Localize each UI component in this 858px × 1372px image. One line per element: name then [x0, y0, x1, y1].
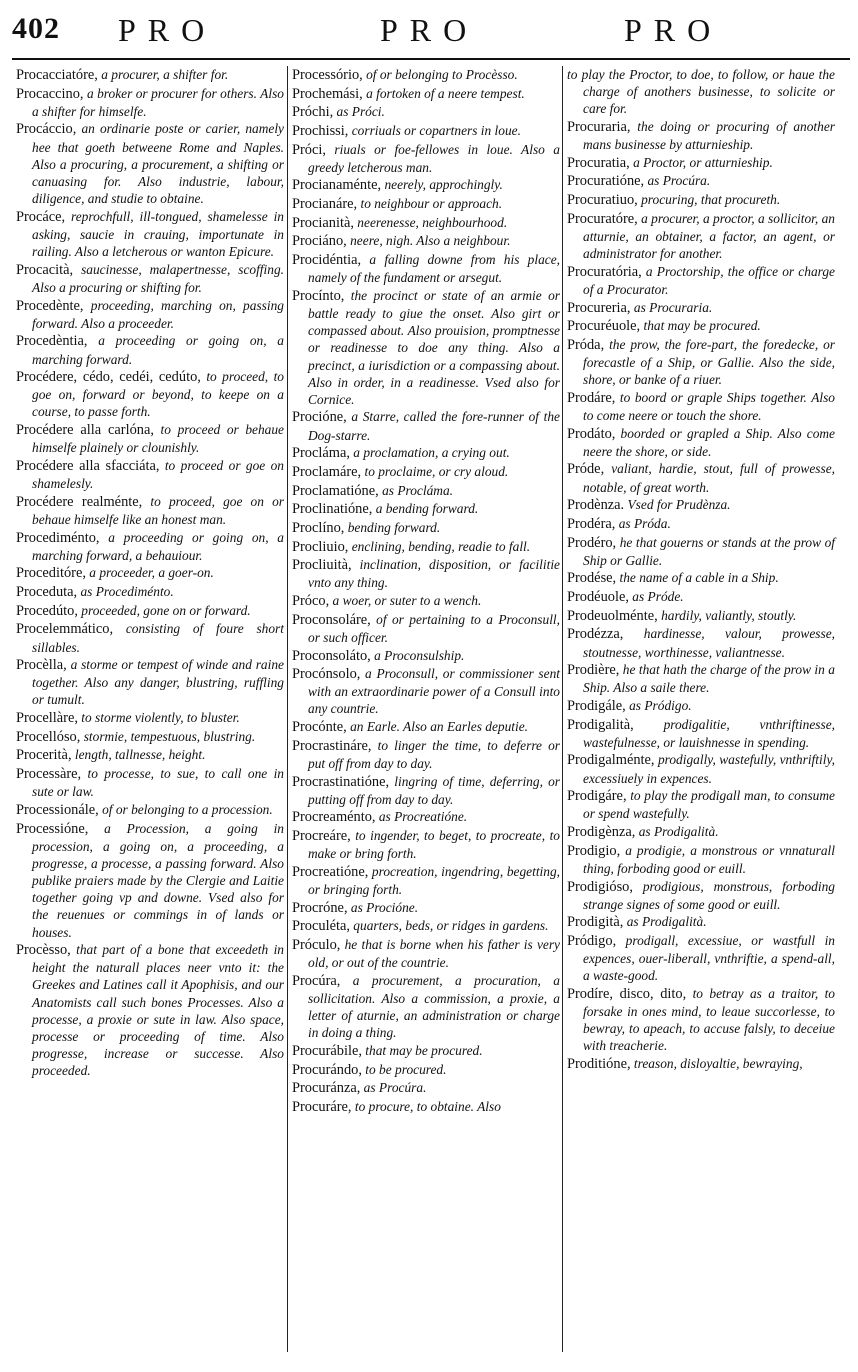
dictionary-entry: [567, 823, 835, 841]
entry-definition: inclination, disposition, or facilitie vnto any thing.: [308, 557, 560, 591]
entry-definition: a proceeding or going on, a marching forward.: [32, 333, 284, 367]
entry-definition: to processe, to sue, to call one in sute or law.: [32, 766, 284, 800]
dictionary-entry: [567, 210, 835, 262]
entry-definition: a prodigie, a monstrous or vnnaturall thing, forboding good or euill.: [583, 842, 835, 876]
dictionary-entry: [292, 1098, 560, 1116]
dictionary-entry: [292, 251, 560, 286]
entry-definition: prodigall, excessiue, or wastfull in expences, ouer-liberall, vnthriftie, a spend-all, a waste-good.: [583, 933, 835, 984]
entry-headword: Proceditóre,: [16, 565, 86, 582]
entry-headword: Procédere realménte,: [16, 493, 143, 510]
dictionary-entry: [567, 534, 835, 569]
entry-definition: as Próda.: [615, 515, 671, 531]
entry-headword: Próchi,: [292, 104, 334, 121]
entry-headword: Procediménto,: [16, 529, 100, 546]
entry-headword: Procuránza,: [292, 1080, 361, 1097]
dictionary-entry: [567, 751, 835, 786]
dictionary-entry: [292, 917, 560, 935]
entry-headword: Procrastináre,: [292, 737, 372, 754]
entry-definition: the doing or procuring of another mans businesse by atturnieship.: [583, 118, 835, 153]
dictionary-entry: [16, 457, 284, 492]
dictionary-entry: [292, 538, 560, 556]
dictionary-entry: [567, 389, 835, 424]
entry-definition: that may be procured.: [640, 318, 761, 334]
entry-definition: as Procúra.: [644, 173, 711, 189]
entry-headword: Procacciatóre,: [16, 67, 98, 83]
entry-definition: to proceed or behaue himselfe plainely or clounishly.: [32, 422, 284, 456]
entry-definition: reprochfull, ill-tongued, shamelesse in asking, saucie in crauing, importunate in railing. Also a letcherous or wanton Epicure.: [32, 208, 284, 260]
entry-headword: Procláma,: [292, 445, 350, 462]
entry-headword: Procaccino,: [16, 85, 84, 102]
dictionary-entry: [292, 444, 560, 462]
entry-definition: a procurer, a proctor, a sollicitor, an atturnie, an obtainer, a factor, an agent, or administrator for another.: [583, 210, 835, 262]
dictionary-entry: [567, 118, 835, 153]
entry-definition: boorded or grapled a Ship. Also come neere the shore, or side.: [583, 425, 835, 459]
dictionary-entry: [567, 336, 835, 388]
dictionary-entry: [292, 827, 560, 862]
entry-headword: Prodéra,: [567, 515, 616, 532]
entry-definition: a Proctorship, the office or charge of a Procurator.: [583, 263, 835, 297]
entry-headword: Proclinatióne,: [292, 501, 373, 518]
entry-headword: Procedènte,: [16, 297, 84, 314]
entry-definition: a fortoken of a neere tempest.: [362, 85, 525, 101]
dictionary-entry: [292, 647, 560, 665]
entry-definition: as Procióne.: [347, 899, 419, 915]
dictionary-entry: [16, 85, 284, 120]
dictionary-entry: [292, 773, 560, 808]
entry-headword: Procuréuole,: [567, 318, 641, 335]
entry-headword: Procédere, cédo, cedéi, cedúto,: [16, 369, 201, 386]
dictionary-entry: [16, 421, 284, 456]
dictionary-entry: [16, 820, 284, 941]
entry-definition: prodigalitie, vnthriftinesse, wastefulnesse, or lauishnesse in spending.: [583, 716, 835, 750]
entry-headword: Processàre,: [16, 766, 82, 783]
entry-definition: the name of a cable in a Ship.: [616, 570, 779, 586]
entry-headword: Proculéta,: [292, 918, 350, 935]
entry-definition: that part of a bone that exceedeth in height the naturall places neer vnto it: the Greekes and Latines call it Apophisis, and our Anatomists call such bones Processes. Also a processe, a proxie or sute in law. Also space, processe or proceeding of time. Also progresse, increase or successe. Also proceeded.: [32, 942, 284, 1079]
entry-headword: Prodéuole,: [567, 589, 629, 606]
entry-definition: Vsed for Prudènza.: [624, 497, 731, 513]
entry-definition: as Procúra.: [360, 1080, 427, 1096]
entry-headword: Procèlla,: [16, 657, 67, 674]
entry-definition: he that gouerns or stands at the prow of Ship or Gallie.: [583, 534, 835, 568]
entry-headword: Procellóso,: [16, 728, 81, 745]
column-divider-1: [287, 66, 288, 1352]
dictionary-entry: [16, 583, 284, 601]
dictionary-entry: [16, 564, 284, 582]
entry-headword: Procédere alla carlóna,: [16, 422, 154, 439]
entry-headword: Procianità,: [292, 214, 354, 231]
column-divider-2: [562, 66, 563, 1352]
entry-definition: to proclaime, or cry aloud.: [361, 463, 509, 479]
entry-definition: of or pertaining to a Proconsull, or such officer.: [308, 611, 560, 645]
entry-headword: Processionále,: [16, 801, 99, 818]
entry-headword: Prodézza,: [567, 626, 624, 643]
entry-definition: stormie, tempestuous, blustring.: [80, 728, 256, 744]
entry-definition: corriuals or copartners in loue.: [348, 122, 521, 138]
dictionary-entry: [567, 842, 835, 877]
dictionary-entry: [567, 607, 835, 625]
dictionary-entry: [292, 176, 560, 194]
entry-headword: Procuratória,: [567, 263, 642, 280]
entry-headword: Prodigalità,: [567, 716, 634, 733]
dictionary-entry: [567, 66, 835, 117]
entry-headword: Procédere alla sfacciáta,: [16, 457, 160, 474]
entry-definition: a Starre, called the fore-runner of the Dog-starre.: [308, 409, 560, 443]
entry-definition: to proceed or goe on shamelesly.: [32, 457, 284, 492]
entry-definition: to boord or graple Ships together. Also to come neere or touch the shore.: [583, 389, 835, 423]
entry-headword: Prodáre,: [567, 389, 616, 406]
dictionary-entry: [16, 620, 284, 655]
dictionary-entry: [16, 941, 284, 1079]
entry-definition: quarters, beds, or ridges in gardens.: [349, 918, 549, 934]
dictionary-entry: [16, 529, 284, 564]
dictionary-entry: [292, 103, 560, 121]
entry-headword: Próculo,: [292, 937, 341, 953]
entry-definition: a bending forward.: [372, 501, 479, 517]
dictionary-entry: [567, 661, 835, 696]
entry-definition: to proceed, goe on or behaue himselfe like an honest man.: [32, 493, 284, 527]
entry-definition: a broker or procurer for others. Also a shifter for himselfe.: [32, 85, 284, 119]
entry-headword: Procellàre,: [16, 710, 78, 727]
entry-definition: an ordinarie poste or carier, namely hee that goeth betweene Rome and Naples. Also a procuring, a procurement, a shifting or canuasing for. Also industrie, labour, diligence, and studie to obtaine.: [32, 121, 284, 207]
entry-definition: that may be procured.: [361, 1042, 483, 1058]
dictionary-entry: [16, 368, 284, 420]
dictionary-entry: [16, 120, 284, 207]
dictionary-entry: [292, 899, 560, 917]
entry-definition: as Procláma.: [378, 482, 453, 498]
dictionary-entry: [567, 191, 835, 209]
entry-definition: the prow, the fore-part, the foredecke, or forecastle of a Ship, or Gallie. Also the side, shore, or banke of a riuer.: [583, 336, 835, 388]
dictionary-entry: [567, 460, 835, 495]
entry-definition: to ingender, to beget, to procreate, to make or bring forth.: [308, 828, 560, 862]
dictionary-entry: [292, 936, 560, 971]
entry-definition: of or belonging to a procession.: [98, 801, 273, 817]
entry-definition: prodigally, wastefully, vnthriftily, excessiuely in expences.: [583, 752, 835, 786]
entry-headword: Proconsoláto,: [292, 647, 371, 664]
page-header: [0, 0, 858, 62]
entry-headword: Prodènza.: [567, 497, 625, 514]
entry-headword: Prodigióso,: [567, 878, 633, 895]
entry-headword: Prochissi,: [292, 122, 349, 139]
dictionary-entry: [292, 66, 560, 84]
entry-definition: treason, disloyaltie, bewraying,: [630, 1056, 803, 1072]
entry-definition: to procure, to obtaine. Also: [351, 1098, 501, 1114]
entry-headword: Procelemmático,: [16, 621, 114, 638]
entry-definition: to play the Proctor, to doe, to follow, or haue the charge of anothers businesse, to solicite or care for.: [567, 67, 835, 117]
entry-definition: to linger the time, to deferre or put off from day to day.: [308, 737, 560, 771]
dictionary-column-2: [292, 66, 560, 1117]
dictionary-entry: [567, 1055, 835, 1073]
dictionary-entry: [292, 592, 560, 610]
dictionary-entry: [292, 232, 560, 250]
dictionary-entry: [567, 787, 835, 822]
entry-headword: Procliuità,: [292, 557, 352, 574]
running-head-right: PRO: [624, 12, 723, 48]
entry-headword: Prodigále,: [567, 697, 626, 714]
entry-definition: he that is borne when his father is very old, or out of the countrie.: [308, 937, 560, 971]
entry-definition: hardinesse, valour, prowesse, stoutnesse, worthinesse, valiantnesse.: [583, 626, 835, 660]
page-number: 402: [12, 12, 60, 45]
entry-definition: neerenesse, neighbourhood.: [353, 214, 508, 230]
entry-definition: length, tallnesse, height.: [71, 747, 206, 763]
entry-definition: to be procured.: [361, 1061, 447, 1077]
entry-definition: bending forward.: [344, 519, 441, 535]
entry-headword: Prociáno,: [292, 233, 347, 250]
entry-headword: Processióne,: [16, 820, 89, 837]
entry-headword: Procerità,: [16, 747, 72, 764]
entry-definition: to proceed, to goe on, forward or beyond, to keepe on a course, to passe forth.: [32, 369, 285, 420]
dictionary-entry: [567, 878, 835, 913]
dictionary-entry: [567, 913, 835, 931]
dictionary-entry: [16, 208, 284, 260]
entry-headword: Procuráre,: [292, 1098, 352, 1115]
entry-definition: a falling downe from his place, namely of the fundament or arsegut.: [308, 252, 560, 286]
entry-definition: neerely, approchingly.: [381, 177, 503, 193]
dictionary-entry: [292, 122, 560, 140]
entry-definition: consisting of foure short sillables.: [32, 621, 284, 655]
dictionary-entry: [292, 500, 560, 518]
entry-definition: a Proconsulship.: [370, 647, 465, 663]
entry-headword: Proconsoláre,: [292, 611, 371, 628]
entry-headword: Próda,: [567, 336, 605, 353]
dictionary-entry: [16, 332, 284, 367]
entry-headword: Procáce,: [16, 208, 66, 225]
dictionary-entry: [292, 1061, 560, 1079]
entry-headword: Próco,: [292, 593, 330, 610]
entry-headword: Prodáto,: [567, 425, 616, 442]
dictionary-entry: [16, 709, 284, 727]
dictionary-entry: [292, 482, 560, 500]
entry-definition: prodigious, monstrous, forboding strange signes of some good or euill.: [583, 878, 835, 912]
entry-headword: Prodigáre,: [567, 788, 627, 805]
entry-definition: as Prodigalità.: [623, 914, 707, 930]
dictionary-entry: [567, 985, 835, 1055]
dictionary-entry: [292, 287, 560, 408]
dictionary-entry: [292, 519, 560, 537]
dictionary-entry: [292, 718, 560, 736]
entry-definition: of or belonging to Procèsso.: [362, 67, 518, 82]
entry-definition: to neighbour or approach.: [357, 196, 503, 212]
entry-headword: Procuraria,: [567, 118, 631, 135]
dictionary-entry: [567, 625, 835, 660]
entry-definition: to betray as a traitor, to forsake in ones mind, to leaue succorlesse, to bewray, to apeach, to accuse falsly, to deceiue with treacherie.: [583, 985, 835, 1054]
dictionary-entry: [292, 863, 560, 898]
running-head-left: PRO: [118, 12, 217, 48]
entry-definition: to play the prodigall man, to consume or spend wastefully.: [583, 788, 835, 822]
entry-headword: Procurándo,: [292, 1061, 362, 1078]
entry-definition: as Próci.: [333, 104, 385, 120]
entry-headword: Procreaménto,: [292, 809, 376, 826]
entry-headword: Procuratióne,: [567, 173, 645, 190]
dictionary-entry: [567, 425, 835, 460]
dictionary-entry: [292, 85, 560, 103]
entry-definition: riuals or foe-fellowes in loue. Also a greedy letcherous man.: [308, 141, 560, 175]
entry-headword: Próci,: [292, 141, 326, 158]
dictionary-entry: [567, 716, 835, 751]
entry-definition: as Procuraria.: [630, 299, 713, 315]
entry-headword: Prodigio,: [567, 842, 621, 859]
dictionary-entry: [292, 972, 560, 1042]
dictionary-entry: [292, 665, 560, 717]
entry-headword: Procreatióne,: [292, 863, 369, 880]
entry-headword: Procúra,: [292, 972, 341, 989]
entry-headword: Prodigènza,: [567, 824, 636, 841]
dictionary-entry: [16, 261, 284, 296]
entry-definition: saucinesse, malapertnesse, scoffing. Also a procuring or shifting for.: [32, 261, 284, 295]
entry-headword: Procèsso,: [16, 942, 71, 959]
dictionary-entry: [16, 602, 284, 620]
running-head-center: PRO: [380, 12, 479, 48]
dictionary-entry: [16, 765, 284, 800]
entry-definition: a Procession, a going in procession, a going on, a proceeding, a progresse, a processe, a passing forward. Also publike praiers made by the Clergie and Laitie together going vp and downe. Vsed also for the reuenues or commings in of lands or houses.: [32, 820, 284, 940]
header-rule: [12, 58, 850, 60]
entry-headword: Prodigalménte,: [567, 752, 655, 769]
entry-headword: Procuratóre,: [567, 210, 638, 227]
dictionary-column-3: [567, 66, 835, 1074]
dictionary-entry: [292, 408, 560, 443]
entry-definition: lingring of time, deferring, or putting off from day to day.: [308, 773, 560, 807]
entry-headword: Prodigità,: [567, 914, 624, 931]
dictionary-entry: [292, 737, 560, 772]
dictionary-entry: [292, 463, 560, 481]
dictionary-entry: [16, 728, 284, 746]
entry-definition: a proclamation, a crying out.: [349, 445, 510, 461]
entry-definition: as Procediménto.: [77, 584, 174, 600]
entry-headword: Proclíno,: [292, 519, 345, 536]
dictionary-entry: [567, 317, 835, 335]
entry-headword: Procínto,: [292, 287, 345, 304]
entry-definition: procreation, ingendring, begetting, or bringing forth.: [308, 863, 560, 898]
dictionary-entry: [567, 299, 835, 317]
dictionary-entry: [16, 801, 284, 819]
entry-definition: hardily, valiantly, stoutly.: [657, 607, 797, 623]
entry-headword: Procróne,: [292, 899, 348, 916]
dictionary-entry: [567, 515, 835, 533]
dictionary-entry: [16, 493, 284, 528]
dictionary-entry: [567, 154, 835, 172]
entry-headword: Procedúto,: [16, 602, 78, 619]
dictionary-entry: [567, 496, 835, 514]
entry-definition: as Próde.: [628, 589, 684, 605]
entry-headword: Procuratiuo,: [567, 192, 638, 209]
entry-headword: Prochemási,: [292, 85, 363, 102]
dictionary-entry: [292, 1079, 560, 1097]
entry-headword: Procidéntia,: [292, 252, 362, 269]
entry-headword: Procuratia,: [567, 154, 630, 171]
dictionary-entry: [567, 697, 835, 715]
entry-headword: Procianáre,: [292, 196, 358, 213]
entry-headword: Proclamatióne,: [292, 482, 379, 499]
entry-definition: a Proconsull, or commissioner sent with an extraordinarie power of a Consull into any countrie.: [308, 666, 560, 717]
entry-headword: Procacità,: [16, 261, 74, 278]
entry-definition: as Pródigo.: [625, 697, 692, 713]
entry-definition: to storme violently, to bluster.: [77, 710, 240, 726]
entry-headword: Prodéro,: [567, 534, 617, 551]
dictionary-entry: [567, 172, 835, 190]
entry-headword: Procióne,: [292, 409, 347, 426]
entry-definition: enclining, bending, readie to fall.: [348, 538, 531, 554]
dictionary-entry: [567, 569, 835, 587]
entry-definition: he that hath the charge of the prow in a Ship. Also a saile there.: [583, 662, 835, 696]
dictionary-entry: [567, 263, 835, 298]
entry-headword: Prodeuolménte,: [567, 607, 658, 624]
entry-definition: a Proctor, or atturnieship.: [629, 154, 773, 170]
entry-definition: a procurer, a shifter for.: [97, 67, 229, 82]
entry-definition: a woer, or suter to a wench.: [329, 593, 482, 609]
dictionary-entry: [292, 214, 560, 232]
dictionary-entry: [567, 932, 835, 984]
dictionary-entry: [567, 588, 835, 606]
entry-headword: Proclamáre,: [292, 463, 362, 480]
entry-headword: Próde,: [567, 461, 605, 478]
entry-headword: Prodière,: [567, 662, 620, 679]
entry-headword: Procrastinatióne,: [292, 773, 390, 790]
entry-headword: Prodíre, disco, dito,: [567, 985, 687, 1002]
entry-definition: as Procreatióne.: [375, 809, 468, 825]
entry-headword: Proceduta,: [16, 584, 78, 601]
dictionary-column-1: [16, 66, 284, 1080]
dictionary-entry: [292, 1042, 560, 1060]
entry-definition: a proceeder, a goer-on.: [85, 565, 214, 581]
entry-headword: Procreáre,: [292, 828, 351, 845]
entry-headword: Procedèntia,: [16, 333, 88, 350]
entry-definition: a procurement, a procuration, a sollicitation. Also a commission, a proxie, a letter of aturnie, an administration or charge in doing a thing.: [308, 972, 560, 1041]
entry-headword: Procianaménte,: [292, 177, 382, 194]
dictionary-entry: [292, 195, 560, 213]
dictionary-entry: [292, 611, 560, 646]
entry-headword: Procónte,: [292, 719, 347, 736]
dictionary-entry: [16, 297, 284, 332]
dictionary-entry: [292, 808, 560, 826]
entry-headword: Procurábile,: [292, 1042, 362, 1059]
entry-definition: as Prodigalità.: [635, 824, 719, 840]
entry-headword: Prodése,: [567, 570, 617, 587]
entry-headword: Procureria,: [567, 299, 631, 316]
dictionary-entry: [16, 656, 284, 708]
dictionary-entry: [292, 141, 560, 176]
entry-definition: procuring, that procureth.: [637, 192, 781, 208]
dictionary-entry: [16, 66, 284, 84]
entry-definition: a proceeding or going on, a marching forward, a behauiour.: [32, 529, 284, 563]
entry-headword: Proditióne,: [567, 1056, 631, 1073]
entry-definition: proceeding, marching on, passing forward. Also a proceeder.: [32, 297, 284, 331]
entry-definition: an Earle. Also an Earles deputie.: [346, 719, 529, 735]
entry-definition: the procinct or state of an armie or battle ready to giue the onset. Also girt or compassed about. Also prouision, promptnesse or readinesse to doe any thing. Also a precinct, a iurisdiction or a compassing about. Also in order, in a readinesse. Vsed also for Cornice.: [308, 287, 560, 407]
entry-headword: Procáccio,: [16, 121, 77, 138]
dictionary-entry: [16, 746, 284, 764]
entry-headword: Procliuio,: [292, 538, 349, 555]
entry-definition: valiant, hardie, stout, full of prowesse, notable, of great worth.: [583, 461, 835, 495]
entry-definition: proceeded, gone on or forward.: [77, 602, 251, 618]
entry-headword: Pródigo,: [567, 933, 617, 949]
entry-definition: a storme or tempest of winde and raine together. Also any danger, blustring, ruffling or tumult.: [32, 657, 284, 708]
entry-headword: Processório,: [292, 67, 363, 83]
dictionary-entry: [292, 556, 560, 591]
entry-headword: Procónsolo,: [292, 666, 361, 683]
entry-definition: neere, nigh. Also a neighbour.: [346, 233, 511, 249]
